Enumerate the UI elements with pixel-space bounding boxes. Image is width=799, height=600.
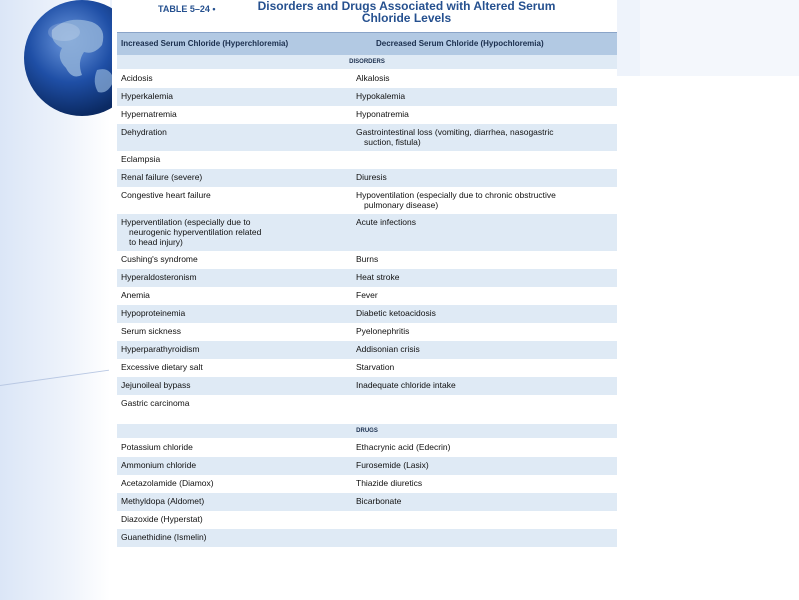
cell-decreased: Burns [356,254,379,264]
disorder-row [117,359,617,378]
cell-increased: Gastric carcinoma [121,398,190,408]
cell-decreased: Inadequate chloride intake [356,380,456,390]
cell-increased: Excessive dietary salt [121,362,203,372]
cell-increased: Ammonium chloride [121,460,197,470]
table-heading-line2: Chloride Levels [361,11,452,25]
disorder-row [117,151,617,170]
drug-row [117,457,617,476]
cell-increased: Anemia [121,290,150,300]
cell-increased: Hypernatremia [121,109,177,119]
drug-row [117,511,617,530]
cell-decreased: Starvation [356,362,395,372]
table-heading-line1: Disorders and Drugs Associated with Altered Serum [257,0,556,13]
cell-decreased: Hypoventilation (especially due to chronic obstructive pulmonary disease) [356,190,556,210]
disorder-row [117,169,617,188]
table-number: TABLE 5–24 • [158,4,216,14]
drug-row [117,529,617,548]
table-figure [112,0,617,552]
cell-increased: Hyperparathyroidism [121,344,200,354]
cell-decreased: Gastrointestinal loss (vomiting, diarrhea, nasogastric suction, fistula) [356,127,554,147]
cell-increased: Cushing's syndrome [121,254,198,264]
drug-row [117,439,617,458]
cell-decreased: Hyponatremia [356,109,409,119]
disorder-row [117,214,617,252]
cell-decreased: Alkalosis [356,73,390,83]
cell-decreased: Thiazide diuretics [356,478,423,488]
cell-decreased: Ethacrynic acid (Edecrin) [356,442,451,452]
disorder-row [117,395,617,414]
cell-increased: Methyldopa (Aldomet) [121,496,205,506]
disorder-row [117,70,617,89]
cell-decreased: Furosemide (Lasix) [356,460,429,470]
cell-increased: Serum sickness [121,326,181,336]
slide-background-top-right [640,0,799,76]
disorder-row [117,124,617,152]
disorder-row [117,88,617,107]
cell-decreased: Acute infections [356,217,417,227]
cell-increased: Acidosis [121,73,153,83]
section-header-drugs: DRUGS [117,424,617,438]
cell-increased: Congestive heart failure [121,190,211,200]
table-title [112,0,617,30]
disorder-row [117,269,617,288]
cell-increased: Hyperaldosteronism [121,272,197,282]
column-header-row [117,32,617,56]
cell-increased: Guanethidine (Ismelin) [121,532,207,542]
cell-increased: Eclampsia [121,154,161,164]
cell-increased: Jejunoileal bypass [121,380,191,390]
section-header-disorders: DISORDERS [117,55,617,69]
table-heading [234,0,579,24]
disorder-row [117,377,617,396]
column-header-decreased: Decreased Serum Chloride (Hypochloremia) [376,39,544,48]
disorder-row [117,341,617,360]
cell-increased: Hyperkalemia [121,91,173,101]
disorder-row [117,251,617,270]
cell-decreased: Diabetic ketoacidosis [356,308,436,318]
cell-increased: Acetazolamide (Diamox) [121,478,214,488]
column-header-increased: Increased Serum Chloride (Hyperchloremia) [121,39,289,48]
cell-increased: Diazoxide (Hyperstat) [121,514,203,524]
cell-increased: Dehydration [121,127,167,137]
drug-row [117,475,617,494]
disorder-row [117,287,617,306]
cell-decreased: Hypokalemia [356,91,406,101]
cell-increased: Renal failure (severe) [121,172,203,182]
cell-decreased: Bicarbonate [356,496,402,506]
cell-decreased: Addisonian crisis [356,344,420,354]
cell-increased: Hypoproteinemia [121,308,186,318]
cell-decreased: Fever [356,290,378,300]
cell-decreased: Pyelonephritis [356,326,410,336]
disorder-row [117,323,617,342]
cell-decreased: Heat stroke [356,272,400,282]
disorder-row [117,106,617,125]
cell-decreased: Diuresis [356,172,387,182]
cell-increased: Hyperventilation (especially due to neurogenic hyperventilation related to head injury) [121,217,262,247]
disorder-row [117,187,617,215]
disorder-row [117,305,617,324]
cell-increased: Potassium chloride [121,442,193,452]
drug-row [117,493,617,512]
